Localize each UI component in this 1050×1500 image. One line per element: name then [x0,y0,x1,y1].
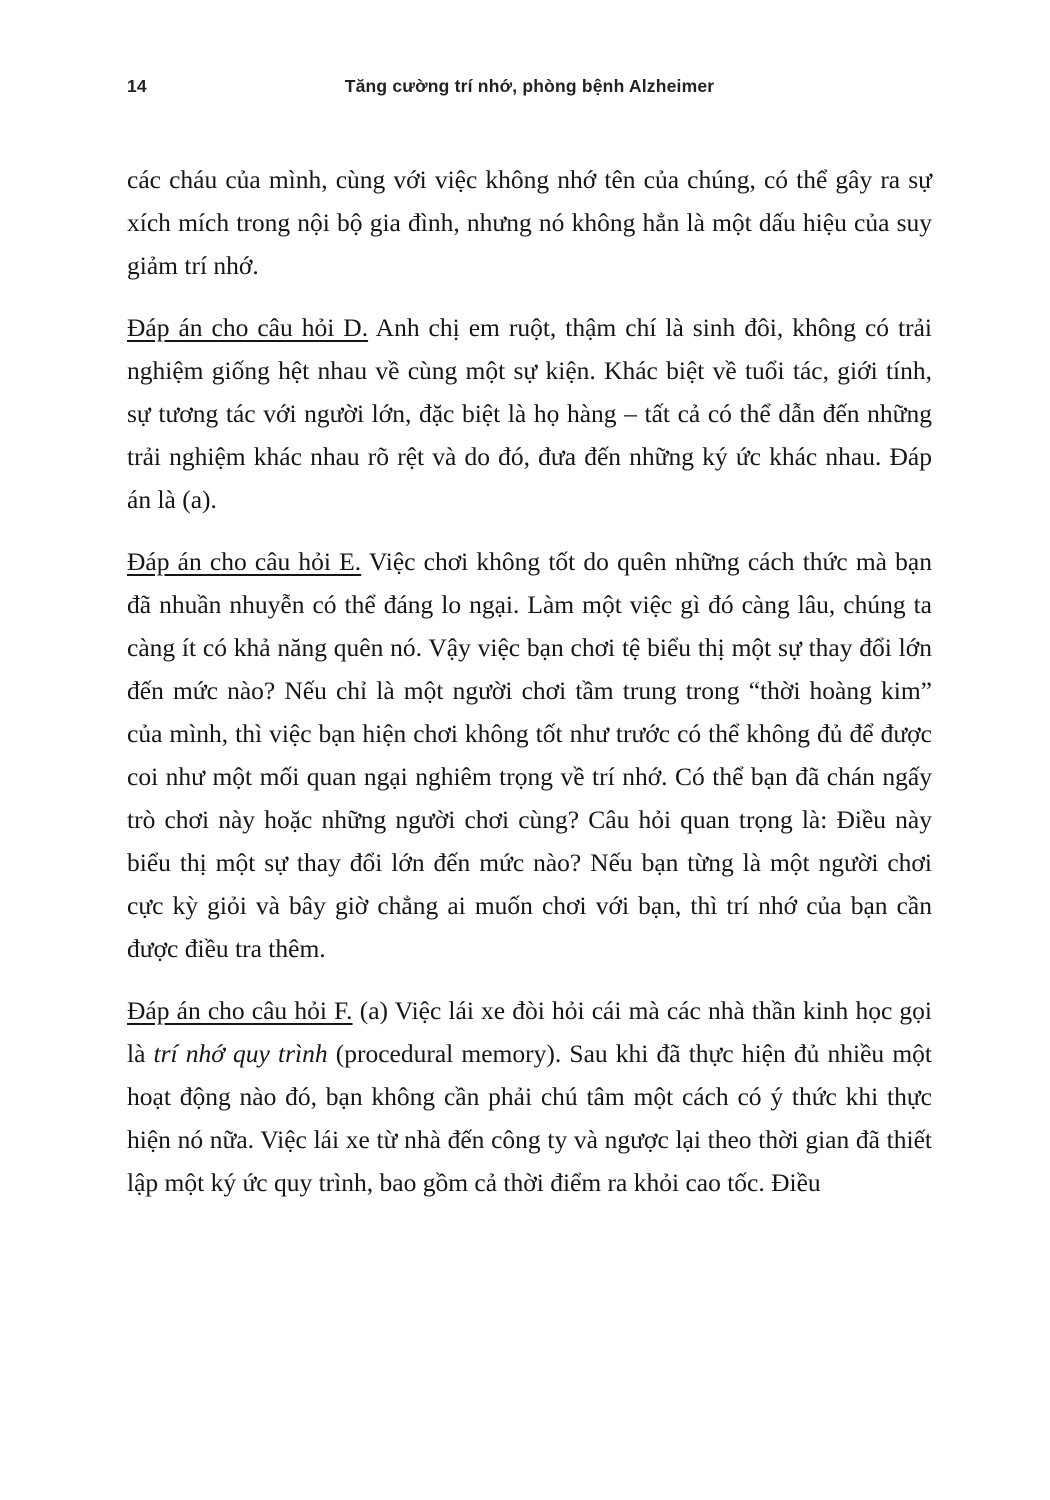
paragraph-answer-d [127,306,932,521]
answer-e-text: Việc chơi không tốt do quên những cách thức mà bạn đã nhuần nhuyễn có thể đáng lo ngại. Làm một việc gì đó càng lâu, chúng ta càng ít có khả năng quên nó. Vậy việc bạn chơi tệ biểu thị một sự thay đổi lớn đến mức nào? Nếu chỉ là một người chơi tầm trung trong “thời hoàng kim” của mình, thì việc bạn hiện chơi không tốt như trước có thể không đủ để được coi như một mối quan ngại nghiêm trọng về trí nhớ. Có thể bạn đã chán ngấy trò chơi này hoặc những người chơi cùng? Câu hỏi quan trọng là: Điều này biểu thị một sự thay đổi lớn đến mức nào? Nếu bạn từng là một người chơi cực kỳ giỏi và bây giờ chẳng ai muốn chơi với bạn, thì trí nhớ của bạn cần được điều tra thêm. [127,547,932,963]
answer-f-italic-term: trí nhớ quy trình [153,1039,328,1068]
paragraph-intro [127,158,932,287]
page-number: 14 [127,76,147,96]
paragraph-answer-f [127,989,932,1204]
page-header [127,76,932,102]
answer-e-lead: Đáp án cho câu hỏi E. [127,547,362,576]
paragraph-answer-e [127,540,932,970]
answer-f-text-after-italic: (procedural memory). Sau khi đã thực hiện đủ nhiều một hoạt động nào đó, bạn không cần phải chú tâm một cách có ý thức khi thực hiện nó nữa. Việc lái xe từ nhà đến công ty và ngược lại theo thời gian đã thiết lập một ký ức quy trình, bao gồm cả thời điểm ra khỏi cao tốc. Điều [127,1039,932,1197]
answer-f-lead: Đáp án cho câu hỏi F. [127,996,353,1025]
paragraph-intro-text: các cháu của mình, cùng với việc không nhớ tên của chúng, có thể gây ra sự xích mích trong nội bộ gia đình, nhưng nó không hẳn là một dấu hiệu của suy giảm trí nhớ. [127,165,932,280]
page-body [127,158,932,1204]
answer-d-lead: Đáp án cho câu hỏi D. [127,313,369,342]
running-title: Tăng cường trí nhớ, phòng bệnh Alzheimer [344,76,715,96]
answer-f-text-before-italic: (a) Việc lái xe đòi hỏi cái mà các nhà thần kinh học gọi là [127,996,932,1068]
answer-d-text: Anh chị em ruột, thậm chí là sinh đôi, không có trải nghiệm giống hệt nhau về cùng một sự kiện. Khác biệt về tuổi tác, giới tính, sự tương tác với người lớn, đặc biệt là họ hàng – tất cả có thể dẫn đến những trải nghiệm khác nhau rõ rệt và do đó, đưa đến những ký ức khác nhau. Đáp án là (a). [127,313,932,514]
